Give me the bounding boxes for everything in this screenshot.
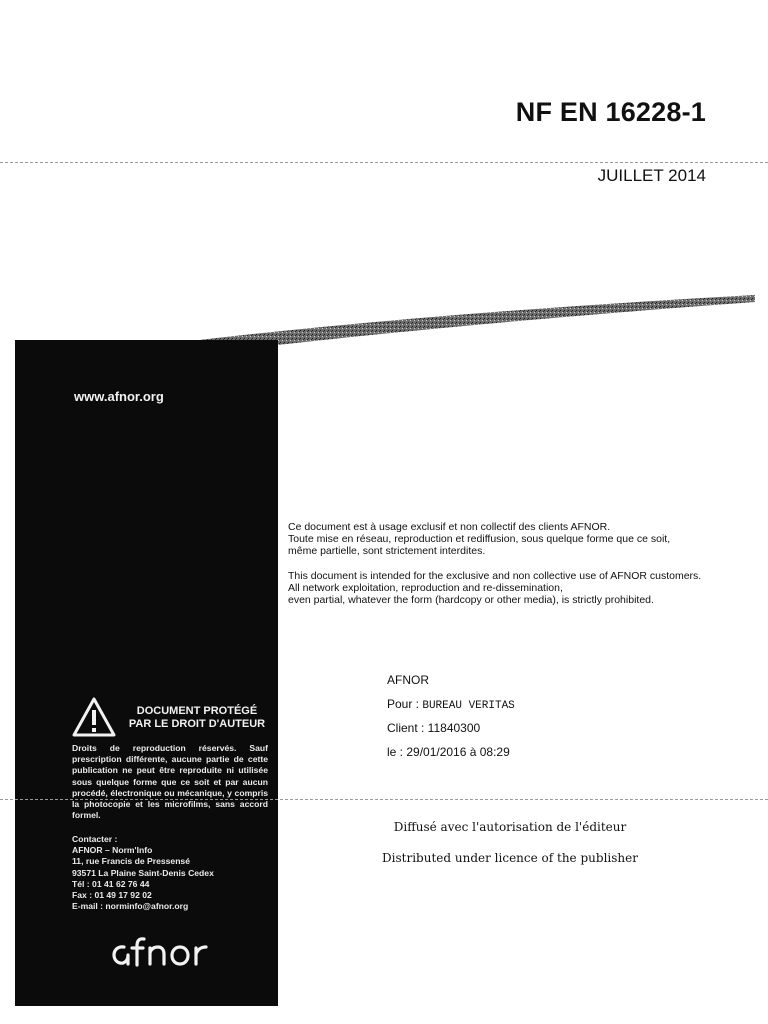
distribution-notice-fr: Diffusé avec l'autorisation de l'éditeur [393, 820, 627, 834]
license-info [387, 672, 515, 768]
protection-title-line: PAR LE DROIT D'AUTEUR [128, 718, 266, 730]
notice-fr-line: Ce document est à usage exclusif et non collectif des clients AFNOR. [288, 521, 611, 533]
warning-icon [71, 696, 117, 738]
recipient-label: Pour : [387, 697, 420, 711]
top-divider [0, 162, 768, 163]
notice-en-line: All network exploitation, reproduction and re-dissemination, [288, 582, 563, 594]
contact-info [72, 834, 272, 912]
notice-en-line: even partial, whatever the form (hardcopy or other media), is strictly prohibited. [288, 594, 654, 606]
reproduction-rights-text: Droits de reproduction réservés. Sauf prescription différente, aucune partie de cette publication ne peut être reproduite ni utilisée sous quelque forme que ce soit et par aucun procédé, électronique ou mécanique, y compris la photocopie et les microfilms, sans accord formel. [72, 743, 268, 821]
contact-line: Contacter : [72, 834, 118, 844]
usage-notice-fr [288, 521, 748, 557]
afnor-logo [110, 933, 230, 973]
contact-line: Fax : 01 49 17 92 02 [72, 890, 152, 901]
protection-title-line: DOCUMENT PROTÉGÉ [136, 705, 258, 717]
contact-line: 11, rue Francis de Pressensé [72, 856, 190, 867]
recipient-value: BUREAU VERITAS [422, 700, 515, 712]
notice-fr-line: Toute mise en réseau, reproduction et rediffusion, sous quelque forme que ce soit, [288, 533, 671, 545]
license-date: le : 29/01/2016 à 08:29 [387, 745, 510, 759]
license-recipient [387, 696, 515, 720]
contact-line: AFNOR – Norm'Info [72, 845, 153, 856]
contact-line: 93571 La Plaine Saint-Denis Cedex [72, 867, 214, 878]
bottom-divider [0, 799, 768, 800]
standard-number: NF EN 16228-1 [515, 97, 706, 127]
license-issuer: AFNOR [387, 673, 429, 687]
contact-line: Tél : 01 41 62 76 44 [72, 878, 150, 889]
copyright-protection-title [122, 705, 272, 731]
publication-date: JUILLET 2014 [597, 166, 706, 185]
usage-notice-en [288, 570, 748, 606]
website-link[interactable]: www.afnor.org [74, 389, 164, 404]
notice-en-line: This document is intended for the exclusive and non collective use of AFNOR customers. [288, 570, 702, 582]
license-client: Client : 11840300 [387, 721, 481, 735]
distribution-notice-en: Distributed under licence of the publisher [382, 851, 638, 865]
contact-email[interactable]: E-mail : norminfo@afnor.org [72, 901, 189, 912]
notice-fr-line: même partielle, sont strictement interdites. [288, 545, 486, 557]
